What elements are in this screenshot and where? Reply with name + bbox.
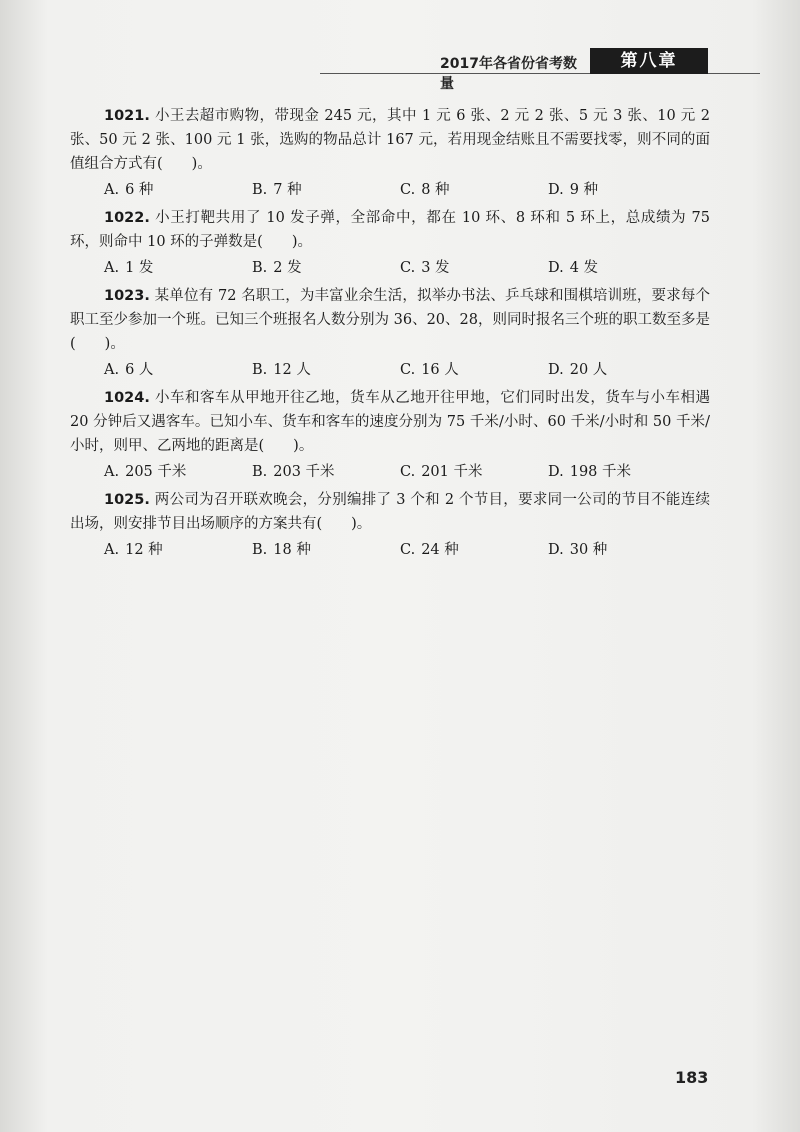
option-label: D.	[548, 182, 564, 198]
option-text: 16 人	[421, 362, 459, 378]
option-text: 201 千米	[421, 464, 483, 480]
option-label: D.	[548, 260, 564, 276]
option-a[interactable]	[104, 178, 252, 202]
option-label: A.	[104, 260, 120, 276]
option-text: 205 千米	[125, 464, 187, 480]
option-label: B.	[252, 182, 268, 198]
option-text: 8 种	[421, 182, 450, 198]
option-text: 30 种	[569, 542, 608, 558]
option-text: 6 人	[125, 362, 154, 378]
option-text: 4 发	[569, 260, 599, 276]
answer-options	[70, 358, 710, 382]
option-label: B.	[252, 464, 268, 480]
option-c[interactable]	[400, 538, 548, 562]
question-number: 1023.	[104, 288, 150, 304]
option-b[interactable]	[252, 538, 400, 562]
option-label: B.	[252, 542, 268, 558]
option-text: 7 种	[273, 182, 302, 198]
option-c[interactable]	[400, 256, 548, 280]
question-text: 小车和客车从甲地开往乙地，货车从乙地开往甲地，它们同时出发，货车与小车相遇 20 分钟后又遇客车。已知小车、货车和客车的速度分别为 75 千米/小时、60 千米/小时和 50 千米/小时，则甲、乙两地的距离是( )。	[70, 390, 710, 454]
answer-options	[70, 178, 710, 202]
option-label: B.	[252, 260, 268, 276]
option-d[interactable]	[548, 358, 696, 382]
question-text: 小王去超市购物，带现金 245 元，其中 1 元 6 张、2 元 2 张、5 元 3 张、10 元 2 张、50 元 2 张、100 元 1 张，选购的物品总计 167 元，若用现金结账且不需要找零，则不同的面值组合方式有( )。	[70, 108, 711, 172]
option-d[interactable]	[548, 256, 696, 280]
option-text: 12 种	[125, 542, 163, 558]
option-a[interactable]	[104, 538, 252, 562]
option-text: 1 发	[125, 260, 154, 276]
option-text: 12 人	[273, 362, 311, 378]
option-label: A.	[104, 542, 120, 558]
option-label: A.	[104, 362, 120, 378]
option-text: 198 千米	[569, 464, 632, 480]
option-c[interactable]	[400, 460, 548, 484]
option-text: 24 种	[421, 542, 459, 558]
question-text: 两公司为召开联欢晚会，分别编排了 3 个和 2 个节目，要求同一公司的节目不能连续出场，则安排节目出场顺序的方案共有( )。	[70, 492, 711, 532]
option-d[interactable]	[548, 538, 696, 562]
question-number: 1022.	[104, 210, 150, 226]
option-text: 18 种	[273, 542, 311, 558]
option-label: C.	[400, 260, 416, 276]
question-stem	[70, 488, 710, 536]
option-label: C.	[400, 362, 416, 378]
question-stem	[70, 104, 710, 176]
question-list	[70, 104, 710, 566]
option-a[interactable]	[104, 358, 252, 382]
answer-options	[70, 460, 710, 484]
option-label: D.	[548, 362, 564, 378]
option-a[interactable]	[104, 460, 252, 484]
question-1023	[70, 284, 710, 382]
option-label: A.	[104, 182, 120, 198]
header-title: 2017年各省份省考数量	[440, 56, 577, 92]
option-label: D.	[548, 542, 564, 558]
option-text: 3 发	[421, 260, 450, 276]
option-label: C.	[400, 182, 416, 198]
chapter-badge: 第八章	[590, 48, 708, 74]
option-d[interactable]	[548, 178, 696, 202]
page-number: 183	[675, 1068, 709, 1087]
option-text: 20 人	[569, 362, 608, 378]
option-d[interactable]	[548, 460, 696, 484]
question-number: 1024.	[104, 390, 150, 406]
question-number: 1021.	[104, 108, 150, 124]
question-1025	[70, 488, 710, 562]
option-label: C.	[400, 542, 416, 558]
option-label: C.	[400, 464, 416, 480]
running-header	[440, 48, 760, 92]
question-1022	[70, 206, 710, 280]
option-c[interactable]	[400, 178, 548, 202]
answer-options	[70, 538, 710, 562]
question-stem	[70, 386, 710, 458]
option-b[interactable]	[252, 358, 400, 382]
question-text: 小王打靶共用了 10 发子弹，全部命中，都在 10 环、8 环和 5 环上，总成绩为 75 环，则命中 10 环的子弹数是( )。	[70, 210, 710, 250]
option-text: 6 种	[125, 182, 154, 198]
question-1021	[70, 104, 710, 202]
option-c[interactable]	[400, 358, 548, 382]
option-label: A.	[104, 464, 120, 480]
question-stem	[70, 284, 710, 356]
question-1024	[70, 386, 710, 484]
question-number: 1025.	[104, 492, 150, 508]
option-b[interactable]	[252, 460, 400, 484]
option-a[interactable]	[104, 256, 252, 280]
answer-options	[70, 256, 710, 280]
question-stem	[70, 206, 710, 254]
option-text: 9 种	[569, 182, 599, 198]
option-label: B.	[252, 362, 268, 378]
question-text: 某单位有 72 名职工，为丰富业余生活，拟举办书法、乒乓球和围棋培训班，要求每个职工至少参加一个班。已知三个班报名人数分别为 36、20、28，则同时报名三个班的职工数至多是( )。	[70, 288, 710, 352]
option-label: D.	[548, 464, 564, 480]
option-text: 2 发	[273, 260, 302, 276]
option-b[interactable]	[252, 178, 400, 202]
option-b[interactable]	[252, 256, 400, 280]
option-text: 203 千米	[273, 464, 335, 480]
